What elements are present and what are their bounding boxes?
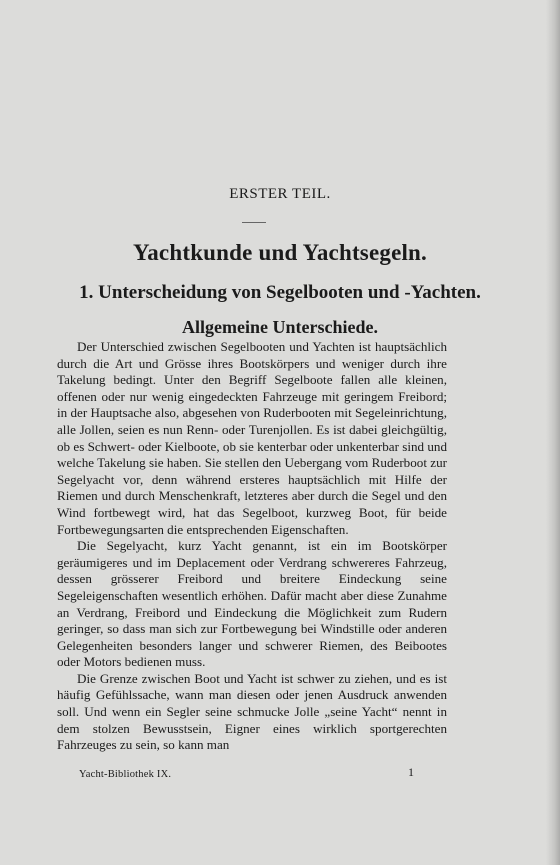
paragraph-3: Die Grenze zwischen Boot und Yacht ist schwer zu ziehen, und es ist häufig Gefühlssache, wann man diesen oder jenen Ausdruck anwenden soll. Und wenn ein Segler seine schmucke Jolle „seine Yacht“ nennt in dem stolzen Bewusstsein, Eigner eines wirklich sportgerechten Fahrzeuges zu sein, so kann man: [57, 670, 447, 753]
part-heading: ERSTER TEIL.: [229, 186, 331, 202]
paragraph-2: Die Segelyacht, kurz Yacht genannt, ist ein im Bootskörper geräumigeres und im Deplacement oder Verdrang schwereres Fahrzeug, dessen grösserer Freibord und breitere Eindeckung seine Segeleigenschaften wesentlich erhöhen. Dafür macht aber diese Zunahme an Verdrang, Freibord und Eindeckung die Möglichkeit zum Rudern geringer, so dass man sich zur Fortbewegung bei Windstille oder anderen Gelegenheiten besonders langer und schwerer Riemen, des Beibootes oder Motors bedienen muss.: [57, 538, 447, 670]
footer-series-title: Yacht-Bibliothek IX.: [79, 769, 172, 780]
main-title: Yachtkunde und Yachtsegeln.: [132, 240, 428, 265]
body-text: [57, 339, 447, 754]
paragraph-1: Der Unterschied zwischen Segelbooten und Yachten ist hauptsächlich durch die Art und Grösse ihres Bootskörpers und weniger durch ihre Takelung bedingt. Unter den Begriff Segelboote fallen alle kleinen, offenen oder nur wenig eingedeckten Fahrzeuge mit geringem Freibord; in der Hauptsache also, abgesehen von Ruderbooten mit Segeleinrichtung, alle Jollen, seien es nun Renn- oder Turenjollen. Es ist dabei gleichgültig, ob es Schwert- oder Kielboote, ob sie kenterbar oder unkenterbar sind und welche Takelung sie haben. Sie stellen den Uebergang vom Ruderboot zur Segelyacht vor, denn während ersteres hauptsächlich mit Hilfe der Riemen und durch Menschenkraft, letzteres aber durch die Segel und den Wind fortbewegt wird, hat das Segelboot, kurzweg Boot, für beide Fortbewegungsarten die entsprechenden Eigenschaften.: [57, 339, 447, 537]
section-title: Allgemeine Unterschiede.: [182, 317, 378, 337]
heading-divider: [242, 222, 266, 223]
page-edge-shadow: [546, 0, 560, 865]
chapter-title: 1. Unterscheidung von Segelbooten und -Yachten.: [79, 282, 481, 303]
page-number: 1: [408, 765, 414, 779]
